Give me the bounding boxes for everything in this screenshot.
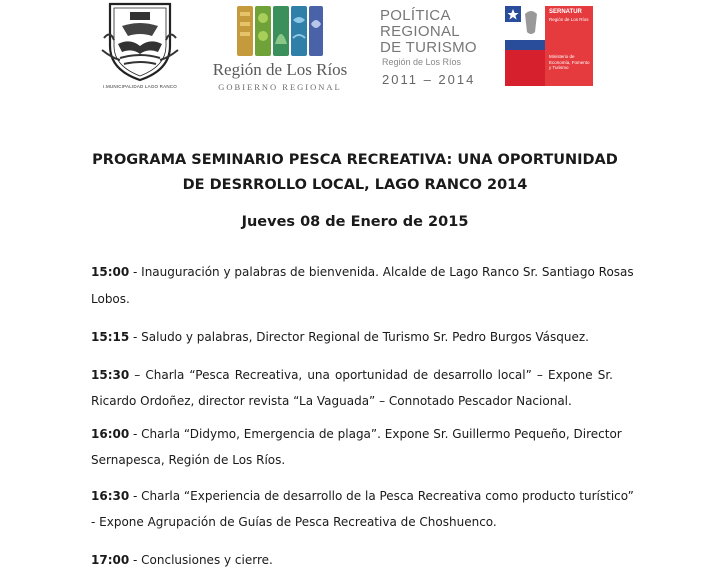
schedule-item-1630-line-1	[91, 489, 634, 503]
sernatur-panel	[545, 6, 593, 86]
schedule-text: - Expone Agrupación de Guías de Pesca Recreativa de Choshuenco.	[91, 515, 497, 529]
gobierno-de-chile-shield	[505, 6, 545, 86]
schedule-text: – Charla “Pesca Recreativa, una oportunidad de desarrollo local” – Expone Sr.	[129, 368, 613, 382]
schedule-time: 16:30	[91, 489, 130, 503]
region-los-rios-logo	[205, 4, 355, 90]
gobierno-de-chile-shield-icon	[505, 6, 545, 40]
schedule-text: - Saludo y palabras, Director Regional de Turismo Sr. Pedro Burgos Vásquez.	[129, 330, 589, 344]
municipality-caption: I.MUNICIPALIDAD LAGO RANCO	[103, 84, 177, 89]
logo-header	[0, 0, 710, 95]
municipal-crest-icon	[100, 0, 180, 84]
politica-regional-logo	[380, 8, 490, 90]
schedule-item-1500-line-2	[91, 293, 613, 305]
document-title-line-1: PROGRAMA SEMINARIO PESCA RECREATIVA: UNA OPORTUNIDAD	[92, 152, 618, 168]
chile-red-bar	[505, 50, 545, 86]
municipality-logo	[100, 0, 180, 92]
document-date: Jueves 08 de Enero de 2015	[241, 214, 469, 230]
schedule-item-1530-line-2	[91, 395, 613, 407]
schedule-text: Sernapesca, Región de Los Ríos.	[91, 453, 286, 467]
schedule-item-1700-line-1	[91, 554, 613, 566]
schedule-time: 15:15	[91, 330, 130, 344]
schedule-text: - Charla “Experiencia de desarrollo de la Pesca Recreativa como producto turístico”	[129, 489, 634, 503]
politica-line-1: POLÍTICA	[380, 7, 451, 24]
region-de-los-rios-mark-icon	[237, 4, 323, 58]
schedule-text: - Conclusiones y cierre.	[129, 553, 273, 567]
schedule-text: Lobos.	[91, 292, 130, 306]
sernatur-name: SERNATUR	[549, 9, 582, 15]
schedule-time: 16:00	[91, 427, 130, 441]
politica-years: 2011 – 2014	[382, 72, 476, 87]
schedule-text: - Charla “Didymo, Emergencia de plaga”. Expone Sr. Guillermo Pequeño, Director	[129, 427, 622, 441]
schedule-item-1515-line-1	[91, 331, 613, 343]
politica-region: Región de Los Ríos	[382, 57, 462, 67]
sernatur-region: Región de Los Ríos	[549, 17, 589, 22]
schedule-item-1500-line-1	[91, 265, 634, 279]
schedule-item-1530-line-1	[91, 369, 613, 381]
region-subtitle: GOBIERNO REGIONAL	[218, 82, 342, 92]
region-name: Región de Los Ríos	[212, 60, 348, 79]
chile-blue-bar	[505, 40, 545, 50]
schedule-time: 15:30	[91, 368, 130, 382]
schedule-text: Ricardo Ordoñez, director revista “La Vaguada” – Connotado Pescador Nacional.	[91, 394, 572, 408]
schedule-time: 15:00	[91, 265, 130, 279]
document-title-line-2: DE DESRROLLO LOCAL, LAGO RANCO 2014	[182, 177, 528, 193]
sernatur-logo	[505, 6, 593, 86]
schedule-item-1600-line-2	[91, 454, 613, 466]
schedule-item-1600-line-1	[91, 427, 622, 441]
schedule-item-1630-line-2	[91, 516, 613, 528]
schedule-time: 17:00	[91, 553, 130, 567]
schedule-text: - Inauguración y palabras de bienvenida. Alcalde de Lago Ranco Sr. Santiago Rosas	[129, 265, 634, 279]
politica-line-3: DE TURISMO	[380, 39, 477, 56]
politica-line-2: REGIONAL	[380, 23, 460, 40]
sernatur-ministry: Ministerio de Economía, Fomento y Turismo	[549, 54, 590, 71]
